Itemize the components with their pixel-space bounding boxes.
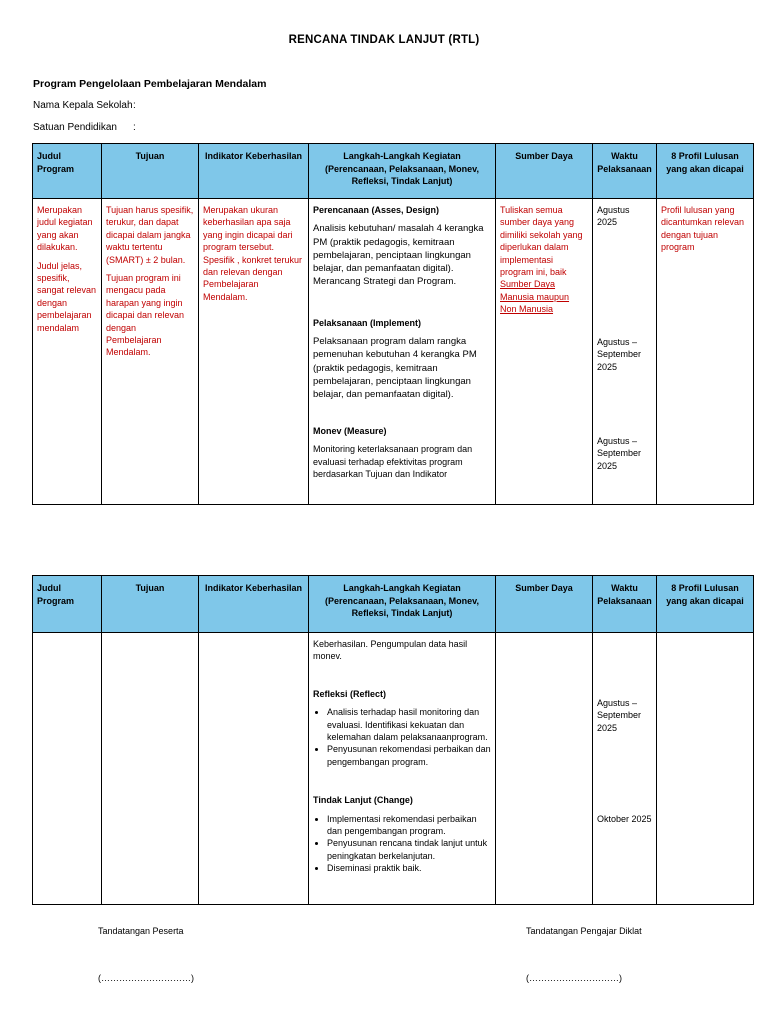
cell-judul-program: [33, 633, 102, 905]
monev-title: Monev (Measure): [313, 425, 387, 436]
header-langkah: Langkah-Langkah Kegiatan (Perencanaan, Pelaksanaan, Monev, Refleksi, Tindak Lanjut): [309, 144, 496, 199]
rtl-table-page2: [32, 575, 754, 905]
perencanaan-title: Perencanaan (Asses, Design): [313, 205, 440, 215]
cell-waktu: [593, 199, 657, 505]
cell-indikator: [199, 633, 309, 905]
waktu-monev: Agustus – September 2025: [597, 436, 642, 471]
indikator-text: Merupakan ukuran keberhasilan apa saja yang ingin dicapai dari program tersebut. Spesifik , konkret terukur dan relevan dengan Pembelajaran Mendalam.: [203, 205, 303, 302]
header-profil: 8 Profil Lulusan yang akan dicapai: [657, 144, 754, 199]
field-satuan-label: Satuan Pendidikan: [33, 122, 117, 133]
cell-profil: [657, 199, 754, 505]
refleksi-title: Refleksi (Reflect): [313, 688, 387, 699]
header-waktu: Waktu Pelaksanaan: [593, 576, 657, 633]
header-waktu: Waktu Pelaksanaan: [593, 144, 657, 199]
header-judul-program: Judul Program: [33, 144, 102, 199]
document-title: RENCANA TINDAK LANJUT (RTL): [288, 34, 480, 46]
list-item: • Analisis terhadap hasil monitoring dan evaluasi. Identifikasi kekuatan dan kelemahan dalam pelaksanaanprogram.: [327, 706, 491, 743]
header-tujuan: Tujuan: [102, 576, 199, 633]
signature-blank-pengajar: (…………………………): [526, 973, 622, 983]
header-judul-program: Judul Program: [33, 576, 102, 633]
cell-sumber-daya: [496, 199, 593, 505]
cell-tujuan: [102, 633, 199, 905]
list-item: • Penyusunan rekomendasi perbaikan dan pengembangan program.: [327, 743, 491, 768]
waktu-refleksi: Agustus – September 2025: [597, 698, 642, 733]
cell-langkah: [309, 199, 496, 505]
pelaksanaan-title: Pelaksanaan (Implement): [313, 317, 422, 328]
field-kepala-sekolah: [33, 100, 136, 111]
field-kepala-label: Nama Kepala Sekolah: [33, 100, 133, 111]
header-langkah: Langkah-Langkah Kegiatan (Perencanaan, Pelaksanaan, Monev, Refleksi, Tindak Lanjut): [309, 576, 496, 633]
signature-label-peserta: Tandatangan Peserta: [98, 926, 184, 936]
cell-tujuan: [102, 199, 199, 505]
list-item: • Implementasi rekomendasi perbaikan dan pengembangan program.: [327, 813, 491, 838]
judul-text-2: Judul jelas, spesifik, sangat relevan dengan pembelajaran mendalam: [37, 260, 97, 333]
program-title: Program Pengelolaan Pembelajaran Mendalam: [33, 78, 267, 90]
waktu-tindak-lanjut: Oktober 2025: [597, 814, 652, 825]
field-satuan-pendidikan: [33, 122, 136, 133]
field-satuan-colon: :: [133, 122, 136, 133]
header-sumber-daya: Sumber Daya: [496, 144, 593, 199]
tujuan-text-2: Tujuan program ini mengacu pada harapan yang ingin dicapai dan relevan dengan Pembelajaran Mendalam.: [106, 273, 185, 358]
cell-profil: [657, 633, 754, 905]
waktu-pelaksanaan: Agustus – September 2025: [597, 336, 642, 372]
header-profil: 8 Profil Lulusan yang akan dicapai: [657, 576, 754, 633]
perencanaan-text: Analisis kebutuhan/ masalah 4 kerangka PM (praktik pedagogis, kemitraan pembelajaran, penciptaan lingkungan belajar, dan pemanfaatan digital). Merancang Strategi dan Program.: [313, 223, 484, 287]
waktu-perencanaan: Agustus 2025: [597, 205, 630, 228]
tujuan-text-1: Tujuan harus spesifik, terukur, dan dapat dicapai dalam jangka waktu tertentu (SMART) ± 2 bulan.: [106, 205, 194, 265]
tindak-lanjut-list: [313, 813, 491, 875]
cell-langkah: [309, 633, 496, 905]
signature-label-pengajar: Tandatangan Pengajar Diklat: [526, 926, 642, 936]
sumber-text: Tuliskan semua sumber daya yang dimiliki sekolah yang diperlukan dalam implementasi program ini, baik: [500, 205, 583, 278]
judul-text-1: Merupakan judul kegiatan yang akan dilakukan.: [37, 205, 93, 253]
cell-judul-program: [33, 199, 102, 505]
header-sumber-daya: Sumber Daya: [496, 576, 593, 633]
cell-sumber-daya: [496, 633, 593, 905]
sumber-underlined-text: Sumber Daya Manusia maupun Non Manusia: [500, 279, 570, 315]
refleksi-list: [313, 706, 491, 768]
cell-waktu: [593, 633, 657, 905]
langkah-continuation-text: Keberhasilan. Pengumpulan data hasil monev.: [313, 639, 468, 662]
signature-blank-peserta: (…………………………): [98, 973, 194, 983]
pelaksanaan-text: Pelaksanaan program dalam rangka pemenuhan kebutuhan 4 kerangka PM (praktik pedagogis, kemitraan pembelajaran, penciptaan lingkungan belajar, dan pemanfaatan digital).: [313, 336, 477, 400]
field-kepala-colon: :: [133, 100, 136, 111]
profil-text: Profil lulusan yang dicantumkan relevan dengan tujuan program: [661, 205, 745, 253]
list-item: • Diseminasi praktik baik.: [327, 862, 491, 874]
header-indikator: Indikator Keberhasilan: [199, 144, 309, 199]
header-tujuan: Tujuan: [102, 144, 199, 199]
header-indikator: Indikator Keberhasilan: [199, 576, 309, 633]
rtl-table-page1: [32, 143, 754, 505]
list-item: • Penyusunan rencana tindak lanjut untuk peningkatan berkelanjutan.: [327, 837, 491, 862]
monev-text: Monitoring keterlaksanaan program dan evaluasi terhadap efektivitas program berdasarkan Tujuan dan Indikator: [313, 444, 473, 480]
tindak-lanjut-title: Tindak Lanjut (Change): [313, 795, 413, 806]
cell-indikator: [199, 199, 309, 505]
